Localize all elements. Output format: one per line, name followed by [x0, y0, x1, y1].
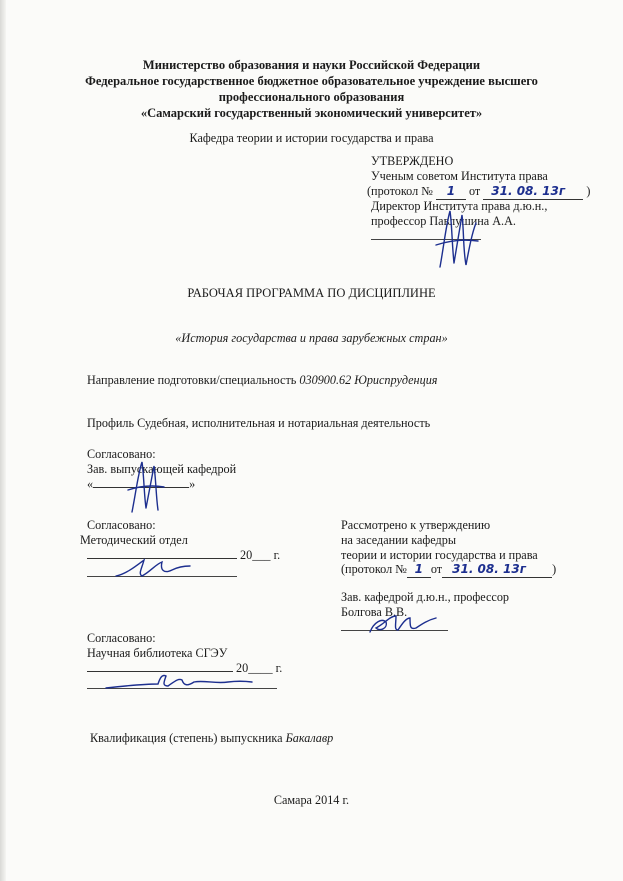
- protocol-suffix: ): [586, 184, 591, 198]
- profile-line: Профиль Судебная, исполнительная и нотариальная деятельность: [87, 416, 431, 430]
- reviewed-head-signature: [366, 612, 440, 638]
- reviewed-protocol-from: от: [430, 562, 443, 576]
- institution-heading-2: профессионального образования: [218, 90, 405, 104]
- agreed-library-line: Научная библиотека СГЭУ: [87, 646, 228, 660]
- protocol-date: 31. 08. 13г: [491, 184, 566, 198]
- discipline-text: «История государства и права зарубежных стран»: [175, 331, 448, 345]
- reviewed-date-field: [442, 562, 552, 578]
- qualification-label: Квалификация (степень) выпускника: [90, 731, 283, 745]
- approval-title: УТВЕРЖДЕНО: [371, 154, 454, 168]
- city-year: Самара 2014 г.: [273, 793, 350, 807]
- approval-protocol: [367, 184, 590, 200]
- reviewed-line2: на заседании кафедры: [341, 533, 457, 547]
- reviewed-head-line: Зав. кафедрой д.ю.н., профессор: [341, 590, 510, 604]
- discipline-name: [0, 331, 623, 346]
- direction-label: Направление подготовки/специальность: [87, 373, 297, 387]
- reviewed-head-name: Болгова В.В.: [341, 605, 408, 619]
- qualification-value: Бакалавр: [285, 731, 334, 745]
- agreed-method-label: Согласовано:: [87, 518, 156, 532]
- protocol-prefix: (протокол №: [367, 184, 433, 198]
- quote-close: »: [189, 477, 196, 491]
- protocol-number-field: [436, 184, 466, 200]
- approval-council: Ученым советом Института права: [371, 169, 548, 183]
- library-year: 20____ г.: [236, 661, 283, 675]
- direction-line: [87, 373, 437, 388]
- director-name: профессор Павлушина А.А.: [371, 214, 516, 228]
- reviewed-number-field: [407, 562, 431, 578]
- department-line: Кафедра теории и истории государства и права: [189, 131, 434, 145]
- reviewed-protocol-date: 31. 08. 13г: [452, 562, 526, 576]
- method-signature: [112, 556, 192, 582]
- agreed-grad-line: Зав. выпускающей кафедрой: [87, 462, 237, 476]
- protocol-date-field: [483, 184, 583, 200]
- reviewed-protocol: [341, 562, 556, 578]
- library-signature: [104, 672, 254, 694]
- method-year: 20___ г.: [240, 548, 281, 562]
- reviewed-protocol-suffix: ): [552, 562, 557, 576]
- qualification-line: [90, 731, 333, 746]
- quote-open: «: [87, 477, 94, 491]
- institution-heading-1: Федеральное государственное бюджетное образовательное учреждение высшего: [85, 74, 538, 88]
- grad-head-signature: [126, 456, 166, 518]
- document-title: РАБОЧАЯ ПРОГРАММА ПО ДИСЦИПЛИНЕ: [187, 286, 436, 300]
- agreed-method-line: Методический отдел: [80, 533, 188, 547]
- director-signature: [432, 205, 482, 275]
- ministry-heading: Министерство образования и науки Российской Федерации: [142, 58, 481, 72]
- reviewed-line1: Рассмотрено к утверждению: [341, 518, 491, 532]
- agreed-library-label: Согласовано:: [87, 631, 156, 645]
- reviewed-protocol-prefix: (протокол №: [341, 562, 407, 576]
- reviewed-protocol-number: 1: [414, 562, 424, 576]
- direction-value: 030900.62 Юриспруденция: [299, 373, 438, 387]
- protocol-number: 1: [446, 184, 456, 198]
- protocol-from: от: [468, 184, 481, 198]
- reviewed-line3: теории и истории государства и права: [341, 548, 538, 562]
- agreed-grad-label: Согласовано:: [87, 447, 156, 461]
- university-heading: «Самарский государственный экономический университет»: [140, 106, 483, 120]
- director-line: Директор Института права д.ю.н.,: [371, 199, 548, 213]
